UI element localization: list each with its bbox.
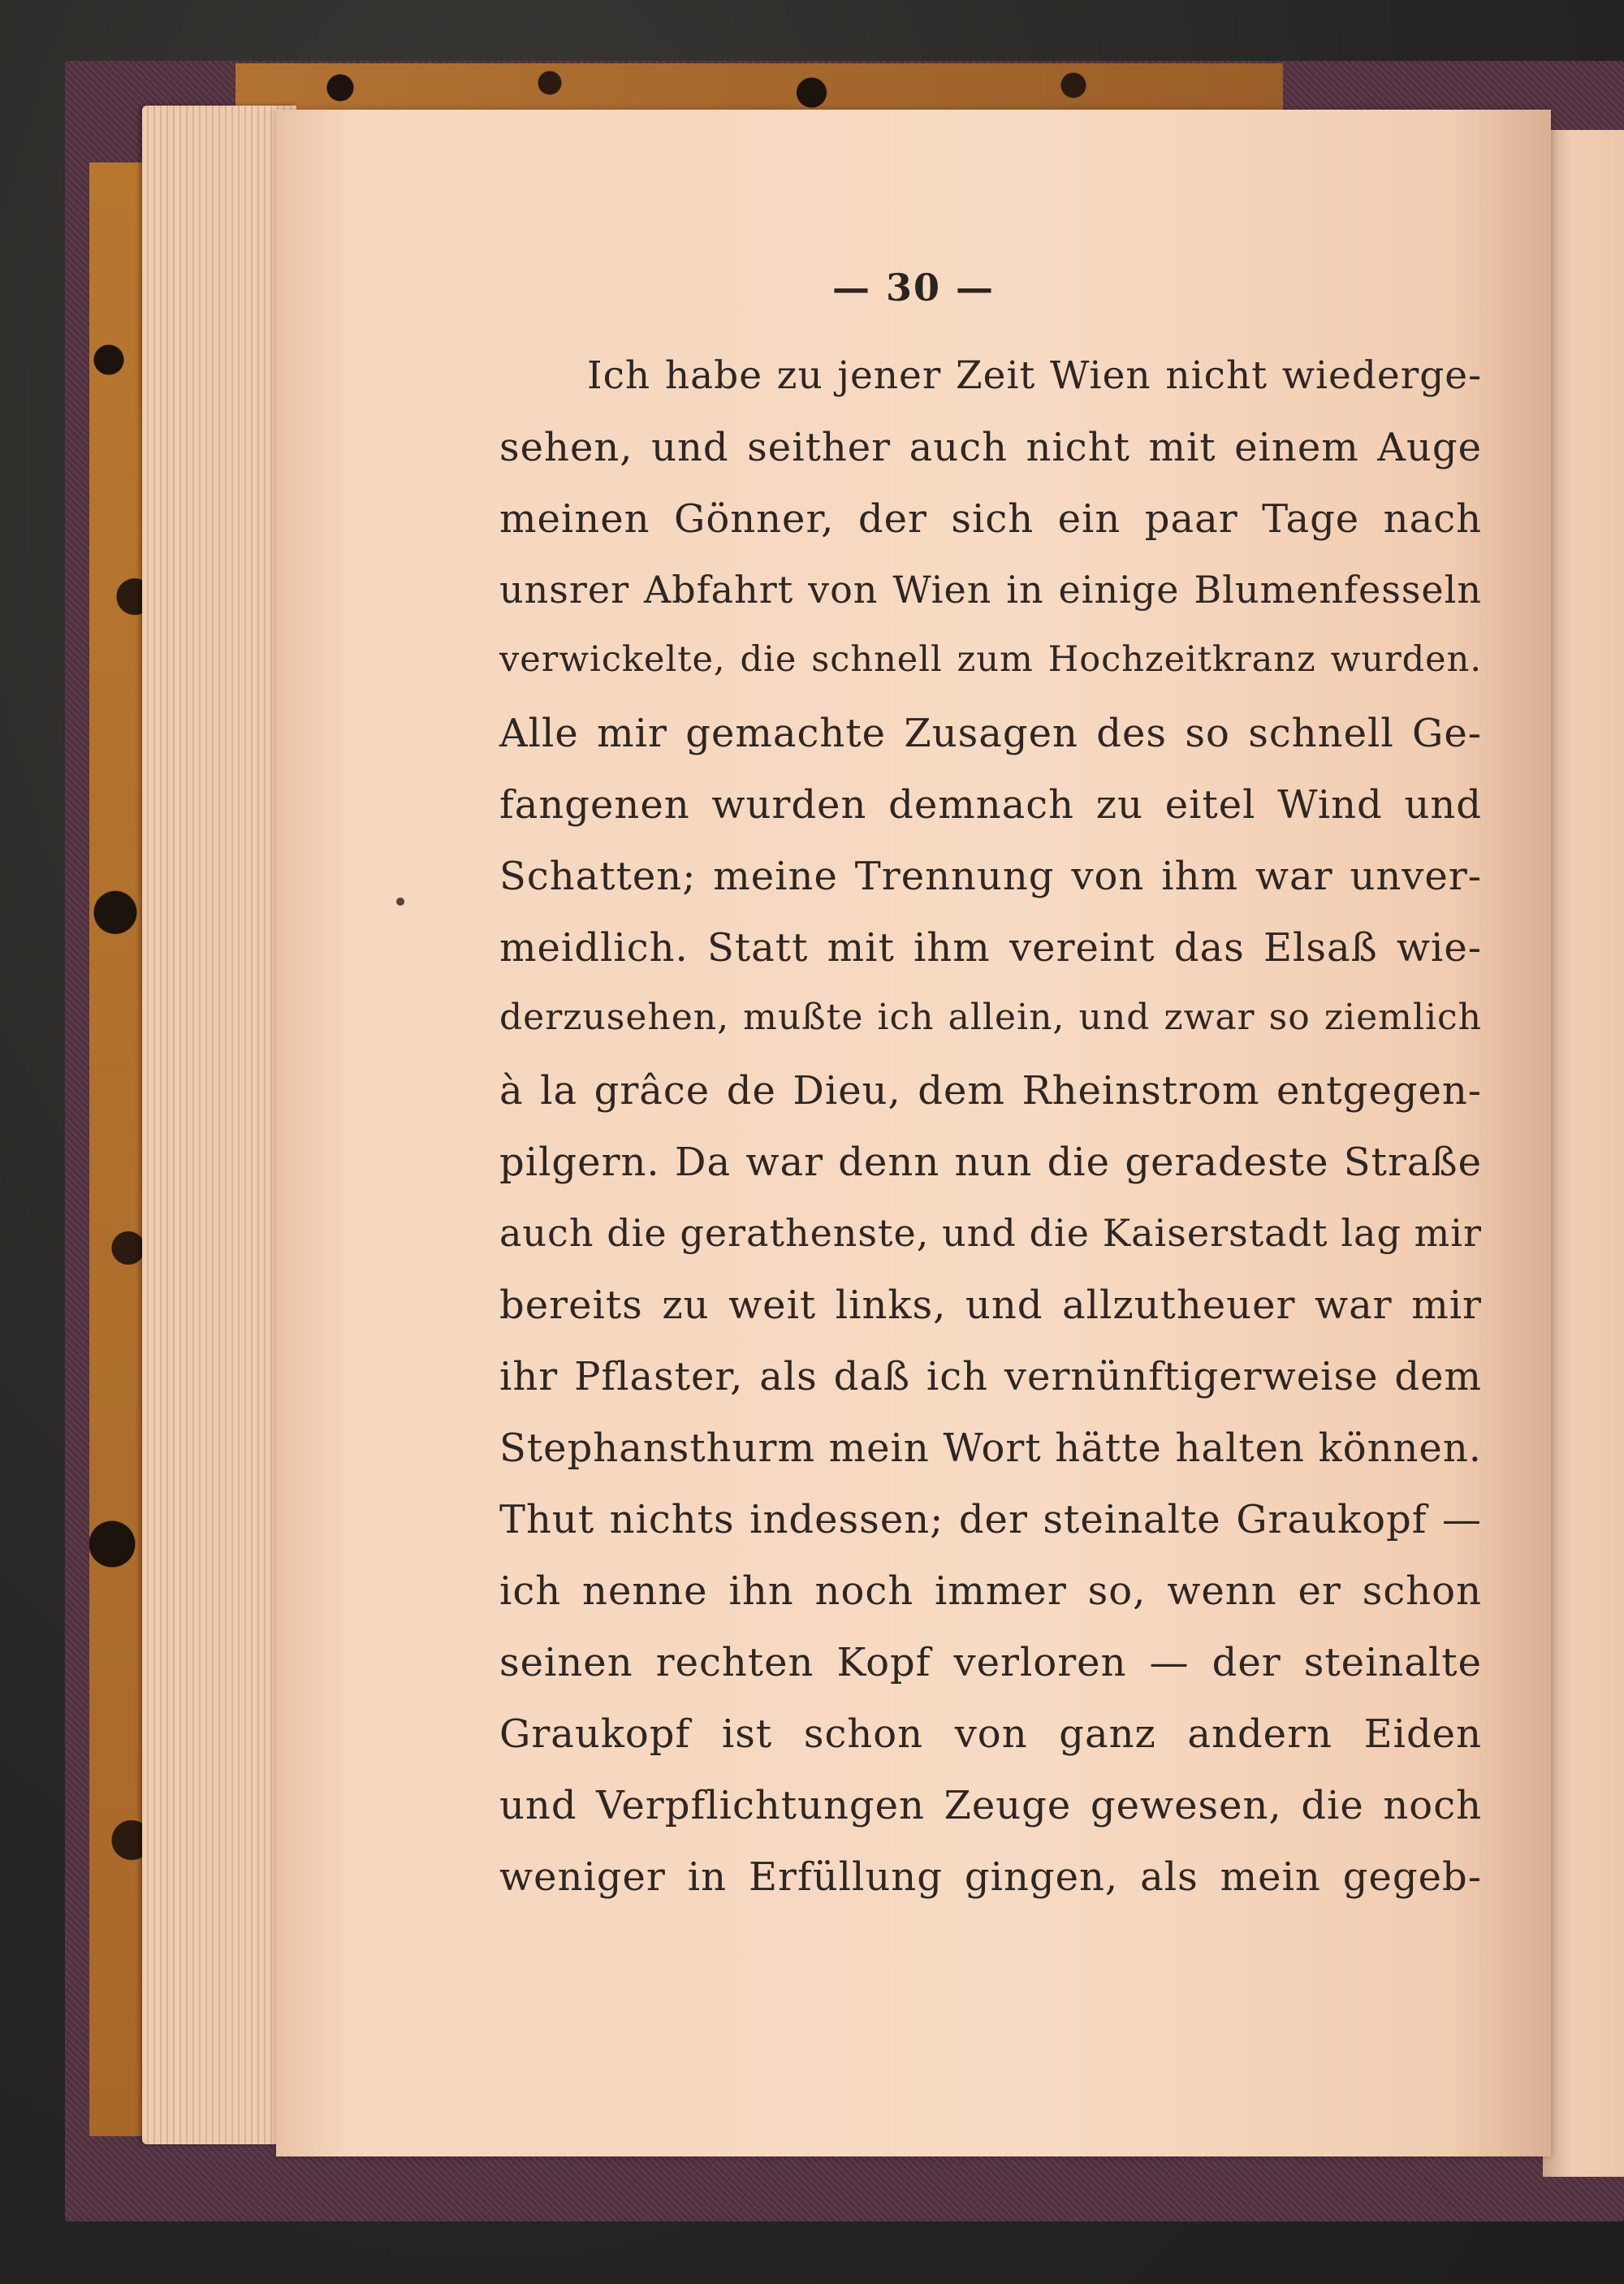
text-line: bereits zu weit links, und allzutheuer war mir	[499, 1283, 1482, 1328]
text-line: Ich habe zu jener Zeit Wien nicht wiederge-	[587, 353, 1482, 398]
facing-page-edge	[1543, 130, 1624, 2177]
text-line: derzusehen, mußte ich allein, und zwar so ziemlich	[499, 997, 1482, 1038]
text-line: pilgern. Da war denn nun die geradeste Straße	[499, 1140, 1482, 1185]
text-line: unsrer Abfahrt von Wien in einige Blumenfesseln	[499, 568, 1482, 612]
text-line: à la grâce de Dieu, dem Rheinstrom entgegen-	[499, 1068, 1482, 1114]
text-line: weniger in Erfüllung gingen, als mein gegeb-	[499, 1854, 1482, 1900]
page-edges	[142, 106, 296, 2144]
text-line: verwickelte, die schnell zum Hochzeitkranz wurden.	[499, 639, 1482, 680]
text-line: sehen, und seither auch nicht mit einem Auge	[499, 425, 1482, 470]
text-line: ich nenne ihn noch immer so, wenn er schon	[499, 1568, 1482, 1614]
text-line: auch die gerathenste, und die Kaiserstadt lag mir	[499, 1211, 1482, 1255]
text-line: meidlich. Statt mit ihm vereint das Elsaß wie-	[499, 925, 1482, 971]
text-line: ihr Pflaster, als daß ich vernünftigerweise dem	[499, 1354, 1482, 1399]
text-line: meinen Gönner, der sich ein paar Tage nach	[499, 496, 1482, 542]
marbled-endpaper-top	[235, 63, 1283, 112]
text-line: fangenen wurden demnach zu eitel Wind und	[499, 782, 1482, 828]
text-line: seinen rechten Kopf verloren — der steinalte	[499, 1640, 1482, 1685]
text-line: Alle mir gemachte Zusagen des so schnell Ge-	[499, 711, 1482, 756]
book-page	[276, 110, 1551, 2156]
text-line: Graukopf ist schon von ganz andern Eiden	[499, 1711, 1482, 1757]
text-line: Schatten; meine Trennung von ihm war unver-	[499, 854, 1482, 899]
text-line: Thut nichts indessen; der steinalte Graukopf —	[499, 1497, 1482, 1542]
paper-speck	[396, 898, 404, 906]
text-line: und Verpflichtungen Zeuge gewesen, die noch	[499, 1783, 1482, 1828]
text-line: Stephansthurm mein Wort hätte halten können.	[499, 1425, 1482, 1471]
page-number: — 30 —	[831, 266, 996, 309]
